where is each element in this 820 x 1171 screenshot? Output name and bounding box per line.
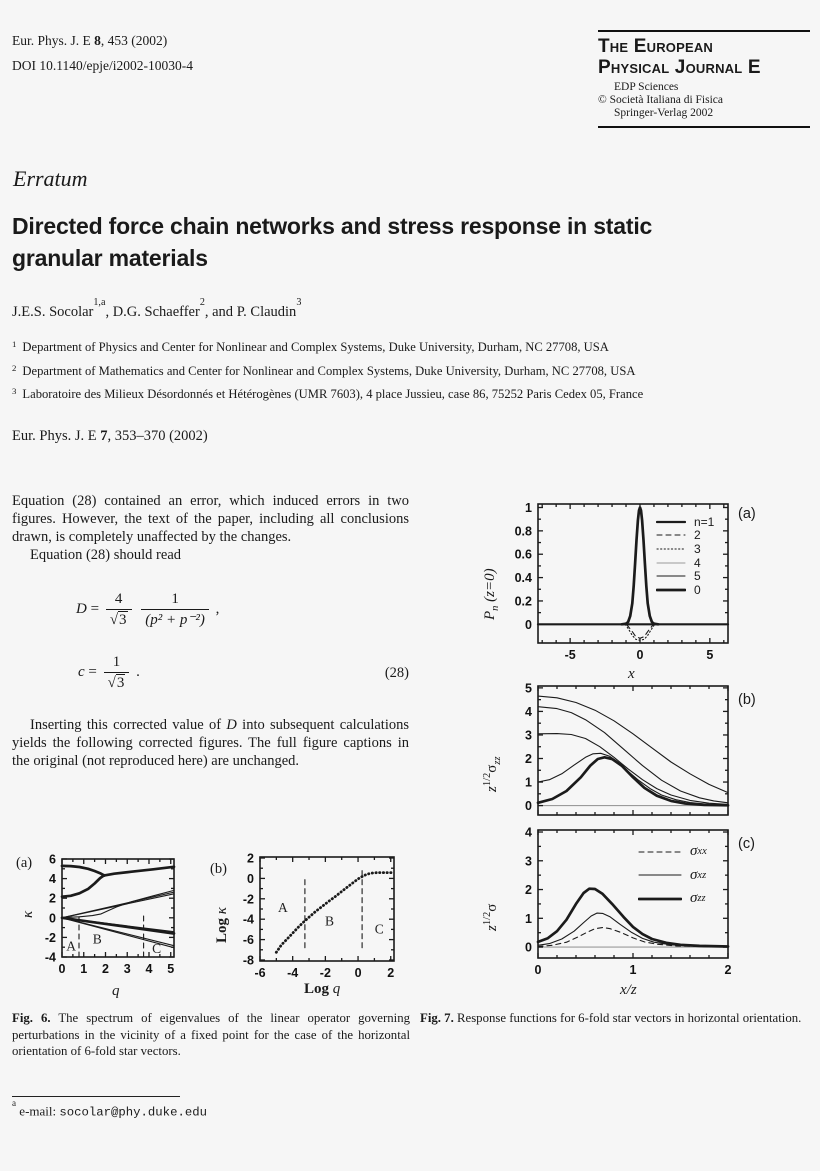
legend-item: 5 <box>694 569 701 584</box>
x-tick-label: 2 <box>724 963 732 977</box>
legend-item: n=1 <box>694 514 715 529</box>
fig7b-plot <box>420 682 820 822</box>
x-tick-label: 5 <box>706 648 714 662</box>
header-citation-block <box>12 28 193 78</box>
figure-7 <box>420 490 820 1005</box>
y-tick-label: -4 <box>242 912 254 927</box>
fig6b-plot <box>204 843 408 985</box>
x-tick-label: 1 <box>629 963 637 977</box>
fig7a-x-axis-label: x <box>628 666 635 682</box>
fig6a-x-axis-label: q <box>112 983 120 999</box>
journal-name: The European Physical Journal E <box>598 36 761 78</box>
fig7-panel-a <box>420 490 820 680</box>
author-line: J.E.S. Socolar$^{1,a}$, D.G. Schaeffer$^2$, and P. Claudin$^3$ <box>12 297 302 320</box>
fig7c-legend <box>638 840 707 911</box>
curve-sigma-zz-n2 <box>538 707 728 803</box>
paragraph-1: Equation (28) contained an error, which induced errors in two figures. However, the text of the paper, including all conclusions drawn, is completely unaffected by the changes. <box>12 493 409 545</box>
y-tick-label: 3 <box>525 854 532 869</box>
fig6b-x-axis-label: Log q <box>304 981 341 997</box>
doi-line: DOI 10.1140/epje/i2002-10030-4 <box>12 58 193 73</box>
figure-6 <box>8 843 408 1008</box>
x-tick-label: 2 <box>387 966 395 980</box>
curve-n1-response-peak <box>622 508 658 625</box>
y-tick-label: 2 <box>49 891 56 906</box>
plot-frame <box>538 686 728 815</box>
legend-item: 0 <box>694 582 701 597</box>
y-tick-label: 5 <box>525 682 532 696</box>
legend-item: σ xx <box>690 843 707 860</box>
y-tick-label: 0.6 <box>514 547 532 562</box>
fig7b-y-axis-label: $z^{1/2}\sigma_{zz}$ <box>482 756 503 792</box>
legend-item: σ xz <box>690 866 707 883</box>
x-tick-label: 0 <box>636 648 644 662</box>
x-tick-label: 4 <box>145 962 153 976</box>
fig7a-legend <box>656 515 714 597</box>
y-tick-label: -8 <box>242 953 254 968</box>
equation-line-2: c = $\frac{1}{√3}$ . <box>78 654 140 691</box>
x-tick-label: 0 <box>58 962 66 976</box>
publisher-lines: EDP Sciences © Società Italiana di Fisica Springer-Verlag 2002 <box>598 81 723 119</box>
y-tick-label: -6 <box>242 933 254 948</box>
region-label: A <box>66 938 77 954</box>
paragraph-2: Inserting this corrected value of D into subsequent calculations yields the following corrected figures. The full figure captions in the original (not reproduced here) are unchanged. <box>12 717 410 769</box>
affiliation-3: $^3$ Laboratoire des Milieux Désordonnés et Hétérogènes (UMR 7603), 4 place Jussieu, case 86, 75252 Paris Cedex 05, France <box>12 386 644 401</box>
y-tick-label: 4 <box>525 826 532 840</box>
x-tick-label: 5 <box>167 962 175 976</box>
equation-28 <box>12 590 409 692</box>
y-tick-label: 6 <box>49 852 56 867</box>
affiliations <box>12 336 812 407</box>
fig7b-panel-letter: (b) <box>738 692 756 708</box>
legend-item: 4 <box>694 555 701 570</box>
curve-rising-line-2 <box>62 894 174 918</box>
erratum-label: Erratum <box>13 166 88 191</box>
fig7c-plot <box>420 826 820 982</box>
y-tick-label: 3 <box>525 728 532 743</box>
fig6-panel-b <box>204 843 408 1008</box>
curve-negative-dip-dashed <box>627 625 654 639</box>
y-tick-label: 0.8 <box>514 524 532 539</box>
curve-upper-branch-bottom <box>62 875 104 896</box>
x-tick-label: 0 <box>534 963 542 977</box>
y-tick-label: 0 <box>247 871 254 886</box>
footnote-rule <box>12 1096 180 1097</box>
fig6b-y-axis-label: Log κ <box>214 907 230 943</box>
y-tick-label: 2 <box>247 851 254 866</box>
fig7c-x-axis-label: x/z <box>620 982 637 998</box>
y-tick-label: 0 <box>525 940 532 955</box>
y-tick-label: -4 <box>44 950 56 965</box>
fig6-caption: Fig. 6. The spectrum of eigenvalues of the linear operator governing perturbations in the vicinity of a fixed point for the case of the horizontal orientation of 6-fold star vectors. <box>12 1011 410 1058</box>
journal-name-box <box>598 30 810 128</box>
region-label: B <box>324 913 334 929</box>
y-tick-label: 1 <box>525 501 532 516</box>
fig7a-y-axis-label: $P_n$ (z=0) <box>482 568 501 620</box>
affiliation-2: $^2$ Department of Mathematics and Center for Nonlinear and Complex Systems, Duke University, Durham, NC 27708, USA <box>12 362 636 378</box>
x-tick-label: -6 <box>254 966 266 980</box>
fig6a-y-axis-label: κ <box>20 910 36 918</box>
body-column <box>12 492 409 770</box>
equation-number: (28) <box>384 664 409 681</box>
curve-sigma-zz-n3 <box>538 734 728 805</box>
y-tick-label: 0 <box>49 911 56 926</box>
legend-item: σ zz <box>690 890 706 907</box>
region-label: C <box>152 941 162 957</box>
fig6b-panel-letter: (b) <box>210 861 227 877</box>
y-tick-label: 0.4 <box>514 571 532 586</box>
y-tick-label: 0 <box>525 617 532 632</box>
article-title: Directed force chain networks and stress response in static granular materials <box>12 213 653 271</box>
x-tick-label: -4 <box>287 966 299 980</box>
y-tick-label: 4 <box>49 872 56 887</box>
x-tick-label: -2 <box>319 966 331 980</box>
fig6a-panel-letter: (a) <box>16 855 33 871</box>
fig7a-panel-letter: (a) <box>738 506 756 522</box>
region-label: C <box>374 921 384 937</box>
fig7c-panel-letter: (c) <box>738 836 755 852</box>
curve-upper-branch-right <box>104 867 174 876</box>
y-tick-label: 0.2 <box>514 594 532 609</box>
y-tick-label: 2 <box>525 752 532 767</box>
y-tick-label: 4 <box>525 704 532 719</box>
x-tick-label: 2 <box>102 962 109 976</box>
y-tick-label: 1 <box>525 911 532 926</box>
x-tick-label: 1 <box>80 962 88 976</box>
affiliation-1: $^1$ Department of Physics and Center for Nonlinear and Complex Systems, Duke University, Durham, NC 27708, USA <box>12 339 609 354</box>
fig7c-y-axis-label: $z^{1/2}\sigma$ <box>482 903 500 931</box>
x-tick-label: -5 <box>564 648 576 662</box>
fig7a-plot <box>420 490 820 666</box>
curve-sigma-xx <box>538 928 728 947</box>
y-tick-label: 0 <box>525 799 532 814</box>
lead-in-line: Equation (28) should read <box>30 547 182 563</box>
fig7-panel-c <box>420 826 820 1006</box>
fig7-caption: Fig. 7. Response functions for 6-fold star vectors in horizontal orientation. <box>420 1011 802 1025</box>
legend-item: 3 <box>694 541 701 556</box>
equation-line-1: D = $\frac{4}{√3}$ $\frac{1}{\text{(p² + p⁻²)}}$ , <box>76 591 220 628</box>
y-tick-label: 2 <box>525 883 532 898</box>
legend-item: 2 <box>694 528 701 543</box>
curve-upper-branch-top <box>62 866 104 876</box>
curve-eigenvalue-curve <box>276 873 394 953</box>
region-label: B <box>92 931 102 947</box>
fig7-panel-b <box>420 682 820 826</box>
email-address: socolar@phy.duke.edu <box>59 1105 207 1120</box>
fig6a-plot <box>8 843 204 985</box>
y-tick-label: -2 <box>242 892 254 907</box>
region-label: A <box>278 900 288 916</box>
original-reference: Eur. Phys. J. E 7, 353–370 (2002) <box>12 428 208 444</box>
fig6-panel-a <box>8 843 204 1008</box>
footnote: $^a$ e-mail: socolar@phy.duke.edu <box>12 1097 207 1120</box>
y-tick-label: 1 <box>525 775 532 790</box>
x-tick-label: 0 <box>354 966 362 980</box>
citation-line: Eur. Phys. J. E 8, 453 (2002) <box>12 33 168 48</box>
y-tick-label: -2 <box>44 930 56 945</box>
x-tick-label: 3 <box>123 962 131 976</box>
